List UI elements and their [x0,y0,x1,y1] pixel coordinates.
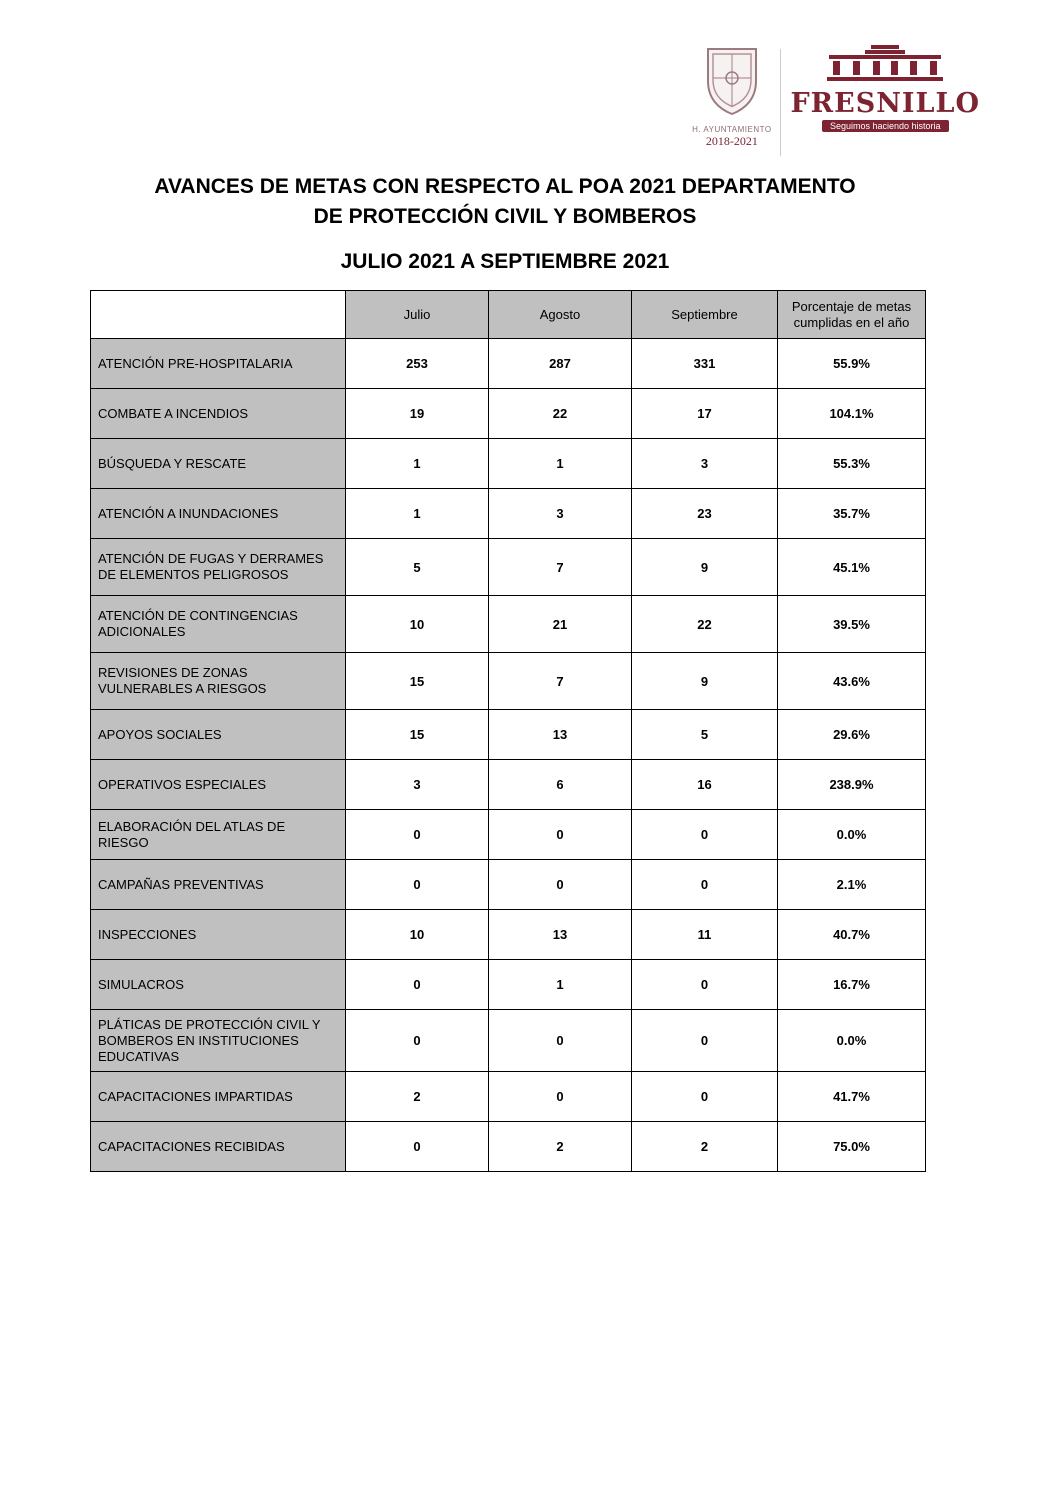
value-porcentaje: 29.6% [778,710,926,760]
crest-icon [703,45,761,122]
value-julio: 19 [346,389,489,439]
row-label: REVISIONES DE ZONAS VULNERABLES A RIESGOS [91,653,346,710]
value-agosto: 6 [489,760,632,810]
brand-tagline: Seguimos haciendo historia [822,120,949,132]
value-julio: 15 [346,710,489,760]
value-julio: 0 [346,1010,489,1072]
value-porcentaje: 43.6% [778,653,926,710]
value-porcentaje: 0.0% [778,810,926,860]
table-row [91,339,926,389]
row-label: ATENCIÓN PRE-HOSPITALARIA [91,339,346,389]
value-septiembre: 22 [632,596,778,653]
value-porcentaje: 55.3% [778,439,926,489]
value-porcentaje: 104.1% [778,389,926,439]
table-row [91,653,926,710]
value-porcentaje: 41.7% [778,1072,926,1122]
row-label: INSPECCIONES [91,910,346,960]
value-agosto: 2 [489,1122,632,1172]
value-agosto: 0 [489,1010,632,1072]
row-label: SIMULACROS [91,960,346,1010]
value-julio: 10 [346,596,489,653]
brand-wordmark: FRESNILLO [790,88,980,119]
value-septiembre: 17 [632,389,778,439]
value-julio: 1 [346,489,489,539]
value-julio: 0 [346,860,489,910]
crest-caption: H. AYUNTAMIENTO [692,125,772,134]
row-label: CAMPAÑAS PREVENTIVAS [91,860,346,910]
municipal-crest-block [690,45,774,160]
value-julio: 253 [346,339,489,389]
value-agosto: 13 [489,910,632,960]
value-agosto: 13 [489,710,632,760]
value-septiembre: 9 [632,539,778,596]
value-porcentaje: 2.1% [778,860,926,910]
table-row [91,439,926,489]
value-agosto: 21 [489,596,632,653]
row-label: PLÁTICAS DE PROTECCIÓN CIVIL Y BOMBEROS EN INSTITUCIONES EDUCATIVAS [91,1010,346,1072]
page-title-line2: DE PROTECCIÓN CIVIL Y BOMBEROS [313,205,697,228]
building-icon [821,45,949,88]
value-agosto: 1 [489,439,632,489]
value-septiembre: 2 [632,1122,778,1172]
col-header-septiembre: Septiembre [632,291,778,339]
table-row [91,1122,926,1172]
header-logo-strip [690,45,980,160]
crest-years: 2018-2021 [705,134,758,148]
table-row [91,710,926,760]
value-porcentaje: 0.0% [778,1010,926,1072]
value-julio: 5 [346,539,489,596]
value-agosto: 0 [489,1072,632,1122]
value-agosto: 7 [489,539,632,596]
value-septiembre: 331 [632,339,778,389]
fresnillo-logo-block [791,45,980,160]
row-label: ATENCIÓN A INUNDACIONES [91,489,346,539]
value-porcentaje: 238.9% [778,760,926,810]
row-label: ATENCIÓN DE CONTINGENCIAS ADICIONALES [91,596,346,653]
value-julio: 0 [346,810,489,860]
value-septiembre: 23 [632,489,778,539]
value-septiembre: 16 [632,760,778,810]
value-septiembre: 3 [632,439,778,489]
table-row [91,389,926,439]
value-julio: 0 [346,1122,489,1172]
value-septiembre: 0 [632,810,778,860]
value-septiembre: 0 [632,960,778,1010]
value-porcentaje: 16.7% [778,960,926,1010]
value-agosto: 7 [489,653,632,710]
value-julio: 1 [346,439,489,489]
row-label: ELABORACIÓN DEL ATLAS DE RIESGO [91,810,346,860]
table-row [91,539,926,596]
value-porcentaje: 75.0% [778,1122,926,1172]
value-agosto: 1 [489,960,632,1010]
table-row [91,910,926,960]
table-row [91,810,926,860]
value-julio: 10 [346,910,489,960]
table-row [91,1010,926,1072]
value-julio: 3 [346,760,489,810]
row-label: BÚSQUEDA Y RESCATE [91,439,346,489]
value-porcentaje: 45.1% [778,539,926,596]
row-label: OPERATIVOS ESPECIALES [91,760,346,810]
value-julio: 0 [346,960,489,1010]
title-block [0,172,1010,274]
row-label: CAPACITACIONES RECIBIDAS [91,1122,346,1172]
value-septiembre: 0 [632,1072,778,1122]
value-porcentaje: 39.5% [778,596,926,653]
table-row [91,1072,926,1122]
value-agosto: 3 [489,489,632,539]
value-agosto: 0 [489,860,632,910]
page-title-line1: AVANCES DE METAS CON RESPECTO AL POA 2021 DEPARTAMENTO [154,175,856,198]
table-row [91,860,926,910]
col-header-agosto: Agosto [489,291,632,339]
table-header-row [91,291,926,339]
row-label: APOYOS SOCIALES [91,710,346,760]
logo-divider [780,49,781,156]
col-header-porcentaje: Porcentaje de metas cumplidas en el año [778,291,926,339]
page-subtitle: JULIO 2021 A SEPTIEMBRE 2021 [340,250,670,273]
metrics-table [90,290,926,1172]
col-header-julio: Julio [346,291,489,339]
value-porcentaje: 35.7% [778,489,926,539]
table-row [91,760,926,810]
row-label: COMBATE A INCENDIOS [91,389,346,439]
value-julio: 15 [346,653,489,710]
value-septiembre: 11 [632,910,778,960]
value-agosto: 287 [489,339,632,389]
table-row [91,596,926,653]
value-septiembre: 0 [632,860,778,910]
value-julio: 2 [346,1072,489,1122]
table-row [91,489,926,539]
table-corner-cell [91,291,346,339]
table-row [91,960,926,1010]
row-label: ATENCIÓN DE FUGAS Y DERRAMES DE ELEMENTOS PELIGROSOS [91,539,346,596]
value-septiembre: 0 [632,1010,778,1072]
value-agosto: 22 [489,389,632,439]
row-label: CAPACITACIONES IMPARTIDAS [91,1072,346,1122]
value-agosto: 0 [489,810,632,860]
value-septiembre: 9 [632,653,778,710]
value-porcentaje: 55.9% [778,339,926,389]
value-septiembre: 5 [632,710,778,760]
value-porcentaje: 40.7% [778,910,926,960]
